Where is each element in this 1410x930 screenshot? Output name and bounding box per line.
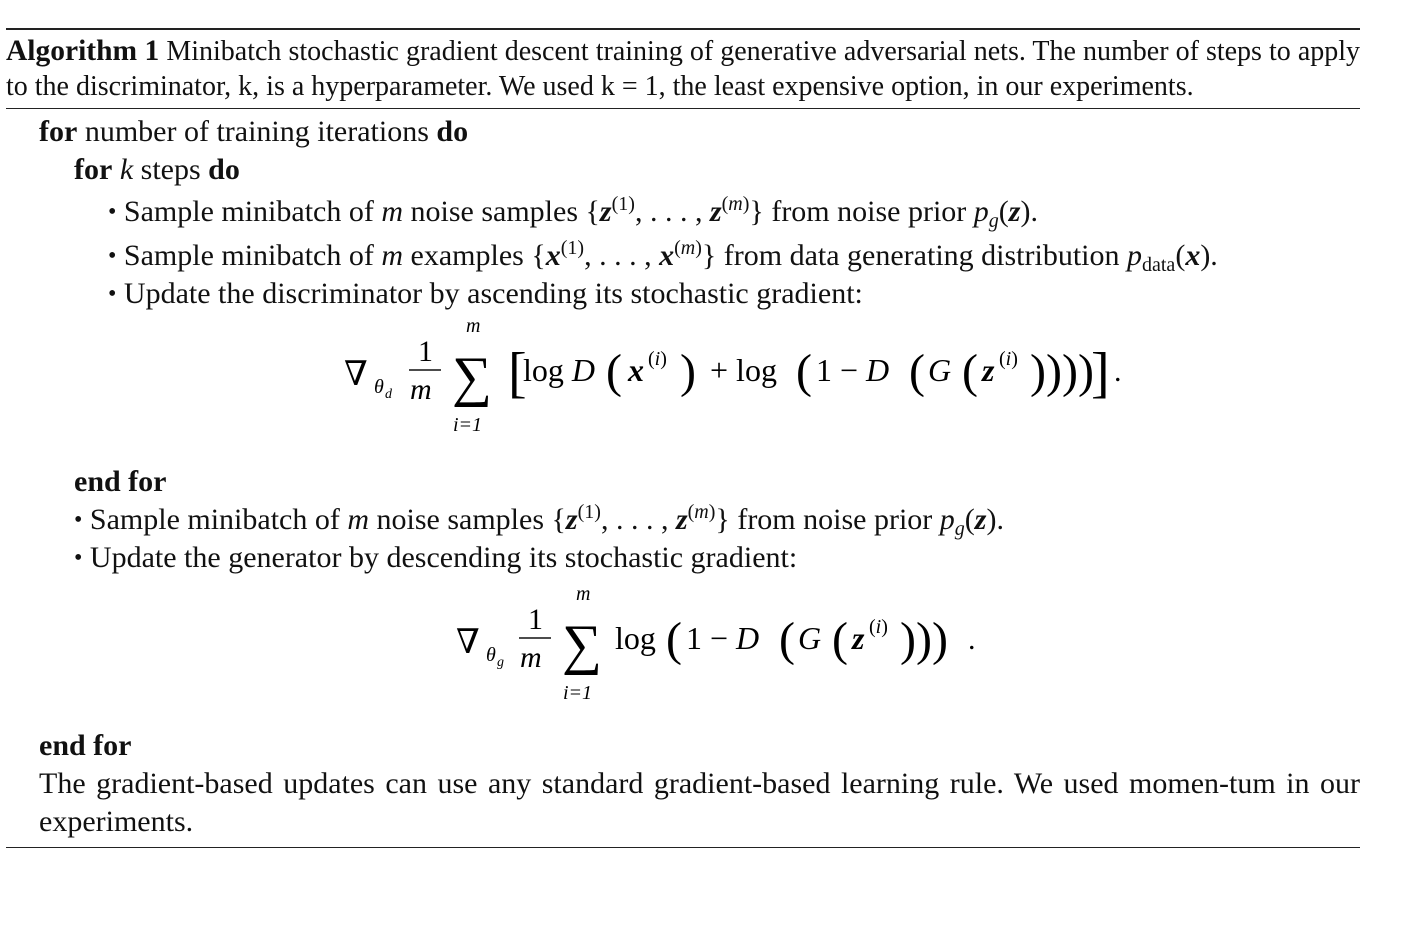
g-var: G	[928, 352, 952, 388]
noise-prior-formula-2: $p_g(z)$.	[939, 503, 1004, 540]
paren-open-3: (	[909, 345, 925, 398]
paren-open-2: (	[796, 345, 812, 398]
end-for-outer-keyword: end for	[39, 729, 132, 762]
algorithm-label: Algorithm 1	[6, 35, 160, 67]
log-text-1: log D	[523, 352, 595, 388]
z-superscript-g: (i)	[869, 616, 888, 638]
paren-open-g2: (	[779, 613, 795, 666]
noise-set-formula-2: {$z^{(1)}$, . . . , $z^{(m)}$}	[551, 501, 730, 536]
inner-loop-line	[6, 151, 1360, 189]
fraction-denominator: m	[410, 373, 432, 406]
sum-lower: i=1	[453, 414, 483, 436]
sum-symbol-g: ∑	[562, 614, 602, 676]
paren-open-g3: (	[832, 613, 848, 666]
generator-equation-svg	[6, 577, 1360, 727]
z-var: z	[982, 352, 995, 388]
discriminator-equation-svg	[6, 313, 1360, 463]
step2-mid: examples	[410, 239, 524, 272]
step4-mid: noise samples	[376, 503, 545, 536]
do-keyword: do	[436, 115, 469, 148]
bracket-open: [	[508, 342, 527, 404]
one-minus-d: 1 − D	[816, 352, 890, 388]
step-sample-noise-d	[6, 193, 1360, 231]
algorithm-box	[6, 28, 1360, 848]
bullet-icon: •	[74, 545, 83, 571]
theta-d-sub: θ	[374, 376, 384, 398]
outer-loop-text: number of training iterations	[84, 115, 429, 148]
step1-suffix: from noise prior	[771, 195, 967, 228]
z-var-g: z	[852, 620, 865, 656]
sum-upper: m	[466, 315, 481, 337]
step-update-discriminator	[6, 275, 1360, 313]
step-sample-noise-g	[6, 501, 1360, 539]
bullet-icon: •	[108, 199, 117, 225]
one-minus-d-g: 1 − D	[686, 620, 760, 656]
step2-m: m	[381, 239, 404, 272]
inner-for-keyword: for	[74, 153, 113, 186]
step-update-generator	[6, 539, 1360, 577]
step2-suffix: from data generating distribution	[723, 239, 1120, 272]
end-for-outer	[6, 727, 1360, 765]
period-1: .	[1114, 355, 1122, 388]
bullet-icon: •	[108, 243, 117, 269]
for-keyword: for	[39, 115, 78, 148]
fraction-denominator-g: m	[520, 641, 542, 674]
fraction-numerator: 1	[418, 335, 433, 368]
inner-loop-var: k	[119, 153, 134, 186]
noise-set-formula: {$z^{(1)}$, . . . , $z^{(m)}$}	[585, 193, 764, 228]
paren-open-4: (	[962, 345, 978, 398]
step1-mid: noise samples	[410, 195, 579, 228]
end-for-inner-keyword: end for	[74, 465, 167, 498]
algorithm-body	[6, 109, 1360, 847]
bullet-icon: •	[108, 281, 117, 307]
nabla-symbol-g: ∇	[456, 624, 480, 661]
step5-text: Update the generator by descending its stochastic gradient:	[89, 541, 798, 574]
x-superscript: (i)	[648, 348, 667, 370]
step-sample-data	[6, 237, 1360, 275]
fraction-numerator-g: 1	[528, 603, 543, 636]
step1-prefix: Sample minibatch of	[123, 195, 374, 228]
log-text-g: log	[615, 620, 656, 656]
paren-open-g1: (	[666, 613, 682, 666]
discriminator-gradient-equation	[6, 313, 1360, 463]
theta-g-index: g	[497, 655, 504, 670]
step4-prefix: Sample minibatch of	[89, 503, 340, 536]
step3-text: Update the discriminator by ascending its stochastic gradient:	[123, 277, 863, 310]
inner-loop-text: steps	[140, 153, 201, 186]
bullet-icon: •	[74, 507, 83, 533]
noise-prior-formula: $p_g(z)$.	[973, 195, 1038, 232]
bracket-close: ]	[1091, 342, 1110, 404]
footer-note: The gradient-based updates can use any standard gradient-based learning rule. We used momen-tum in our experiments.	[39, 767, 1360, 838]
plus-log: + log	[710, 352, 777, 388]
paren-close-1: )	[680, 345, 696, 398]
paren-open-1: (	[606, 345, 622, 398]
generator-gradient-equation	[6, 577, 1360, 727]
algorithm-caption	[6, 30, 1360, 108]
g-var-g: G	[798, 620, 822, 656]
end-for-inner	[6, 463, 1360, 501]
theta-g-sub: θ	[486, 644, 496, 666]
inner-do-keyword: do	[208, 153, 240, 186]
theta-d-index: d	[385, 387, 392, 402]
sum-upper-g: m	[576, 583, 591, 605]
step2-prefix: Sample minibatch of	[123, 239, 374, 272]
data-distribution-formula: $p_{data}(x)$.	[1127, 239, 1218, 276]
sum-lower-g: i=1	[563, 682, 593, 704]
outer-loop-line	[6, 113, 1360, 151]
example-set-formula: {$x^{(1)}$, . . . , $x^{(m)}$}	[531, 237, 717, 272]
step4-m: m	[347, 503, 370, 536]
parens-close-g: )))	[900, 613, 948, 666]
bottom-rule	[6, 847, 1360, 848]
parens-close: ))))	[1030, 345, 1094, 398]
step4-suffix: from noise prior	[737, 503, 933, 536]
x-var: x	[628, 352, 644, 388]
z-superscript: (i)	[999, 348, 1018, 370]
algorithm-caption-text: Minibatch stochastic gradient descent training of generative adversarial nets. The number of steps to apply to the discriminator, k, is a hyperparameter. We used k = 1, the least expensive option, in our experiments.	[6, 36, 1361, 102]
nabla-symbol: ∇	[344, 356, 368, 393]
period-g: .	[968, 623, 976, 656]
step1-m: m	[381, 195, 404, 228]
sum-symbol: ∑	[452, 346, 492, 408]
